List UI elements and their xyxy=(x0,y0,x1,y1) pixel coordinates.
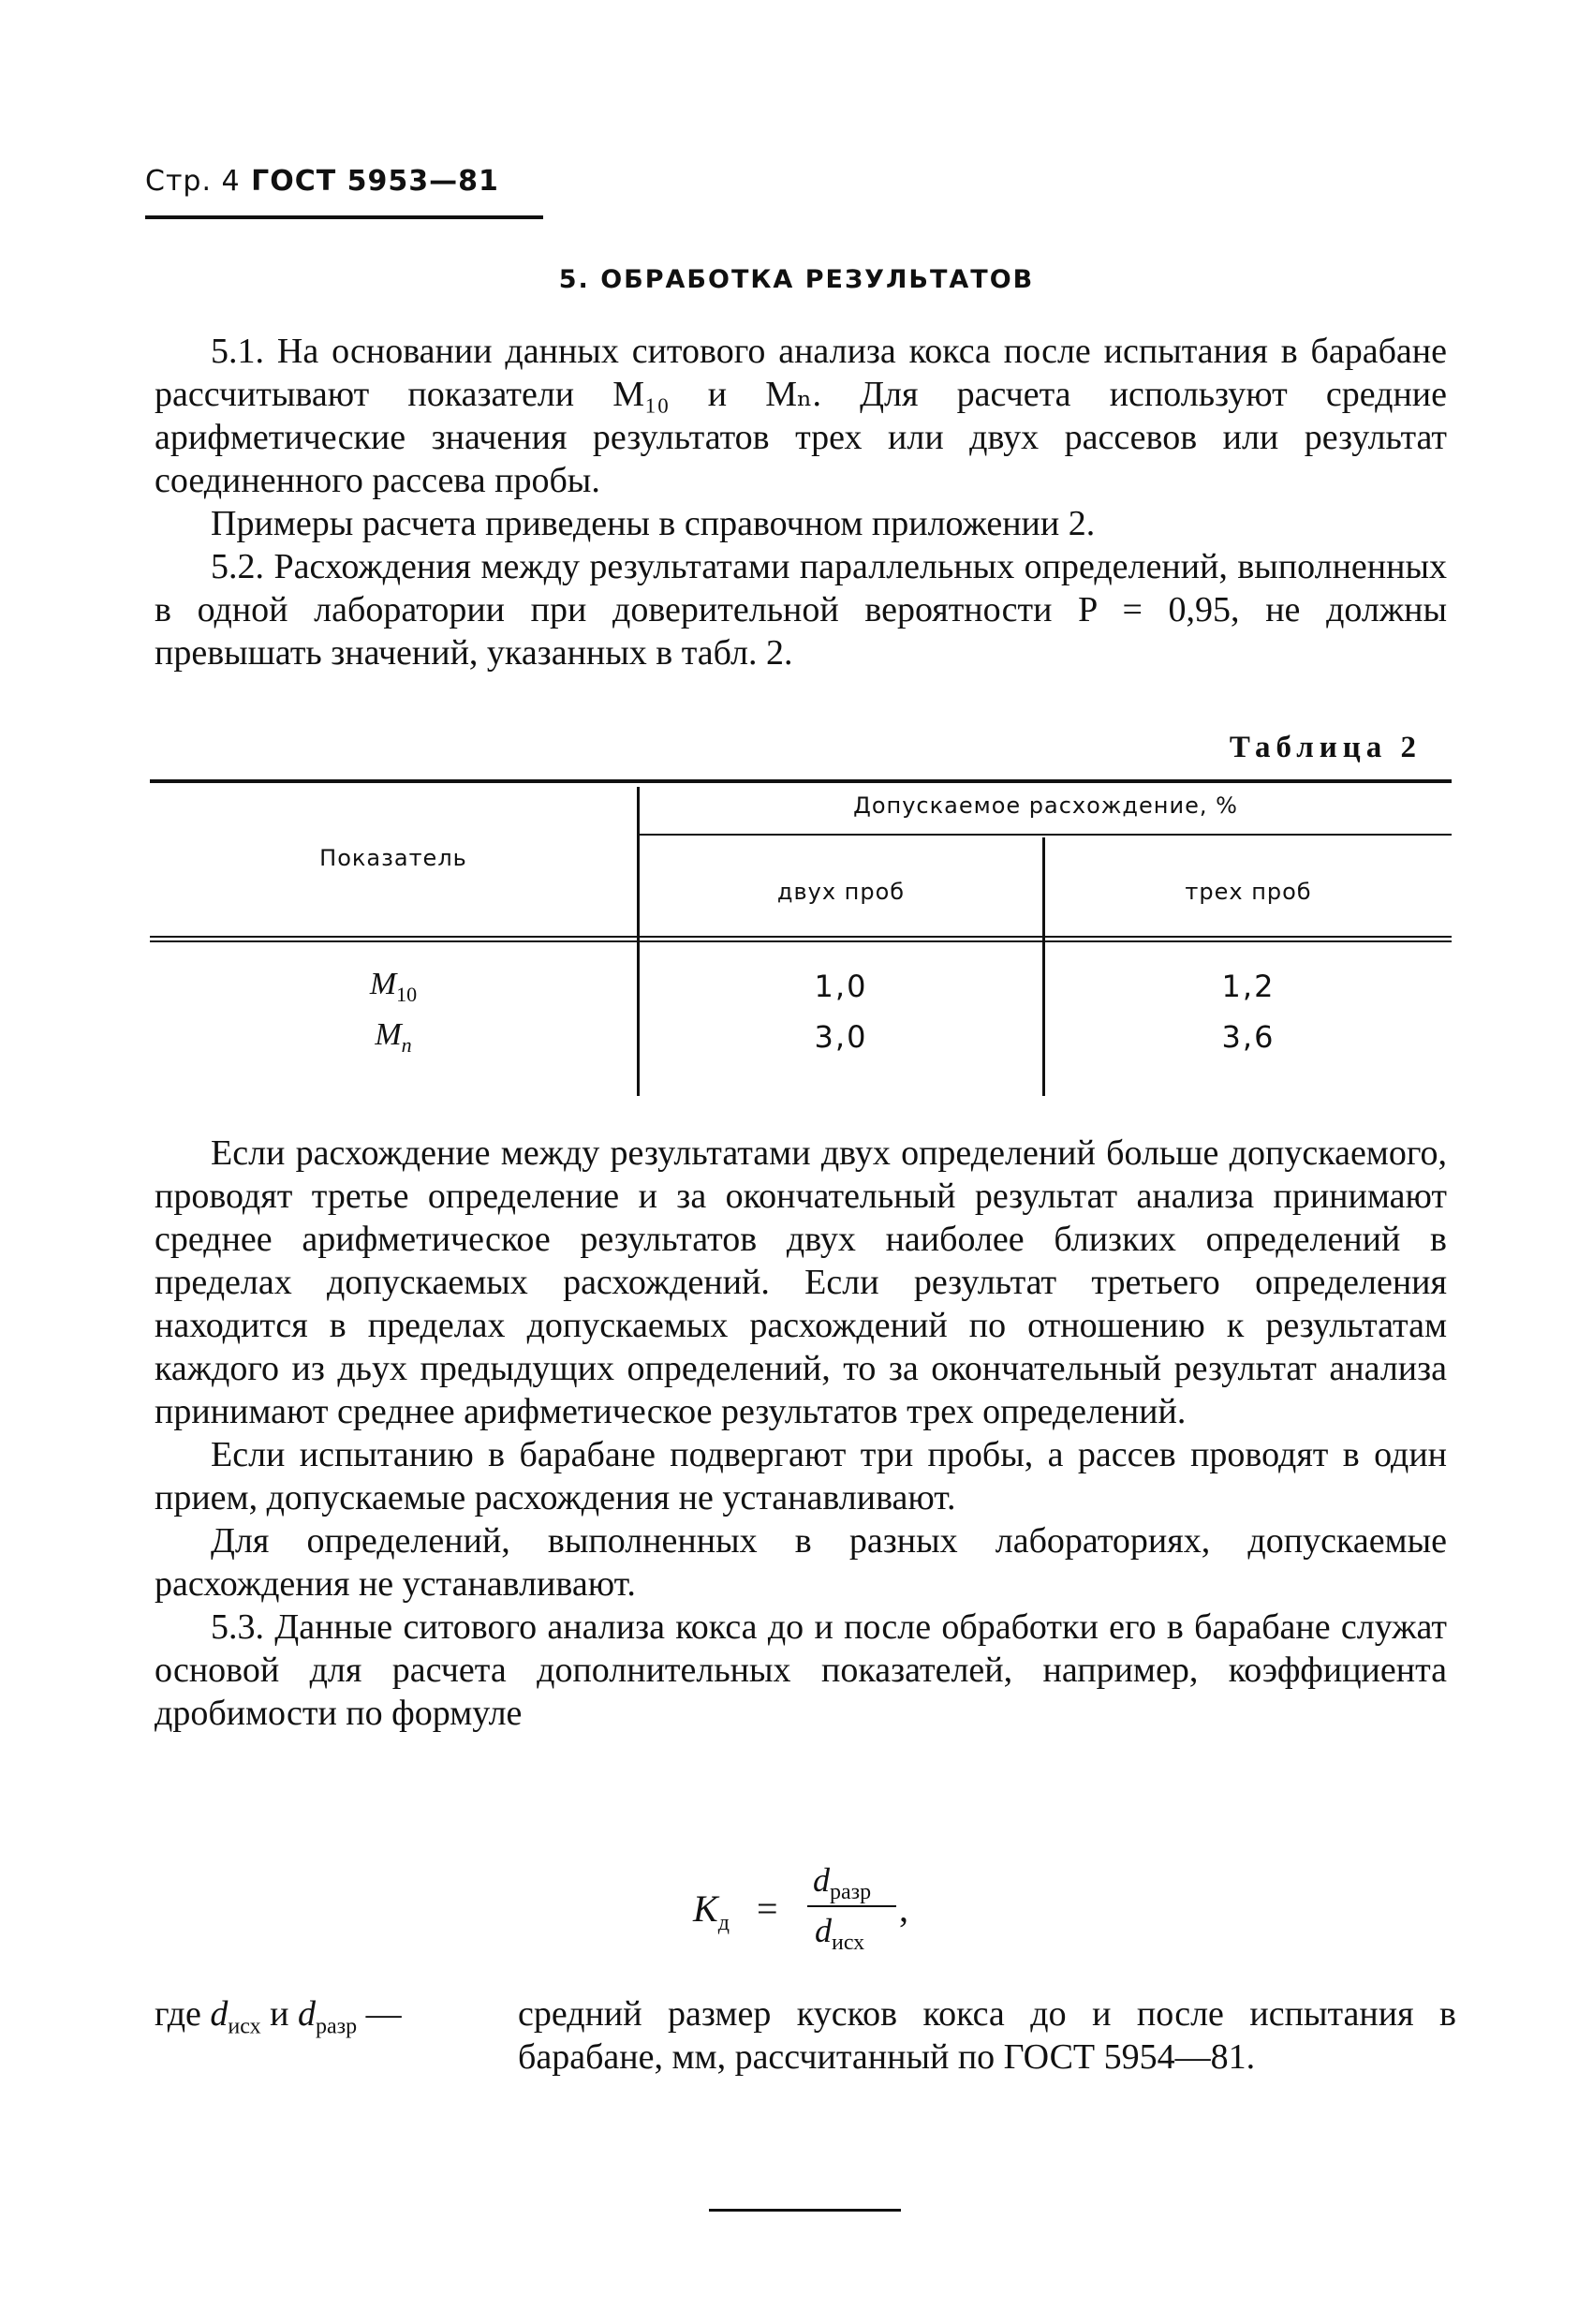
row-m10-two: 1,0 xyxy=(814,969,868,1004)
header-indicator: Показатель xyxy=(319,845,467,871)
row-mn-three: 3,6 xyxy=(1221,1019,1276,1055)
paragraph-5-3: 5.3. Данные ситового анализа кокса до и после обработки его в барабане служат основой для расчета дополнительных показателей, например, коэффициента дробимости по формуле xyxy=(155,1607,1447,1733)
header-allowed-discrepancy: Допускаемое расхождение, % xyxy=(853,792,1238,819)
text-block-top xyxy=(155,330,1447,674)
formula-lhs: $K_д$ xyxy=(693,1887,730,1935)
table-caption: Таблица 2 xyxy=(1229,731,1422,764)
formula-denominator: $d_{исх}$ xyxy=(815,1912,865,1956)
page-label: Стр. 4 xyxy=(145,165,241,198)
paragraph-different-labs: Для определений, выполненных в разных лабораториях, допускаемые расхождения не устанавливают. xyxy=(155,1521,1447,1604)
row-m10-three: 1,2 xyxy=(1221,969,1276,1004)
paragraph-5-2: 5.2. Расхождения между результатами параллельных определений, выполненных в одной лаборатории при доверительной вероятности P = 0,95, не должны превышать значений, указанных в табл. 2. xyxy=(155,547,1447,673)
row-mn-symbol: $M_n$ xyxy=(375,1017,412,1057)
where-variables: где $d_{исх}$ и $d_{разр}$ — xyxy=(155,1994,402,2039)
header-bottom-rule xyxy=(150,936,1452,938)
section-title: 5. ОБРАБОТКА РЕЗУЛЬТАТОВ xyxy=(558,265,1035,294)
group-header-rule xyxy=(640,834,1452,836)
paragraph-three-samples: Если испытанию в барабане подвергают три пробы, а рассев проводят в один прием, допускаемые расхождения не устанавливают. xyxy=(155,1435,1447,1517)
crushability-formula xyxy=(693,1861,918,1967)
paragraph-examples: Примеры расчета приведены в справочном приложении 2. xyxy=(211,504,1096,543)
row-mn-two: 3,0 xyxy=(814,1019,868,1055)
fraction-bar xyxy=(807,1905,896,1907)
paragraph-5-1: 5.1. На основании данных ситового анализа кокса после испытания в барабане рассчитывают показатели M₁₀ и Mₙ. Для расчета используют средние арифметические значения результатов трех или двух рассевов или результат соединенного рассева пробы. xyxy=(155,332,1447,500)
table-top-rule xyxy=(150,779,1452,783)
where-definition: средний размер кусков кокса до и после испытания в барабане, мм, рассчитанный по ГОСТ 5954—81. xyxy=(518,1994,1456,2077)
row-m10-symbol: $M_{10}$ xyxy=(369,967,418,1006)
formula-equals: = xyxy=(757,1887,778,1930)
header-bottom-rule-2 xyxy=(150,940,1452,942)
running-head xyxy=(145,165,499,198)
text-block-bottom xyxy=(155,1132,1447,1735)
header-rule xyxy=(145,215,543,219)
header-three-samples: трех проб xyxy=(1185,879,1312,905)
column-divider-2 xyxy=(1042,837,1045,1096)
paragraph-third-determination: Если расхождение между результатами двух определений больше допускаемого, проводят третье определение и за окончательный результат анализа принимают среднее арифметическое результатов двух наиболее близких определений в пределах допускаемых расхождений. Если результат третьего определения находится в пределах допускаемых расхождений по отношению к результатам каждого из дьух предыдущих определений, то за окончательный результат анализа принимают среднее арифметическое результатов трех определений. xyxy=(155,1133,1447,1431)
formula-comma: , xyxy=(899,1887,908,1930)
header-two-samples: двух проб xyxy=(776,879,906,905)
tolerance-table xyxy=(150,779,1452,1098)
standard-number: ГОСТ 5953—81 xyxy=(251,165,499,198)
end-rule xyxy=(709,2209,901,2212)
formula-numerator: $d_{разр}$ xyxy=(813,1861,872,1905)
